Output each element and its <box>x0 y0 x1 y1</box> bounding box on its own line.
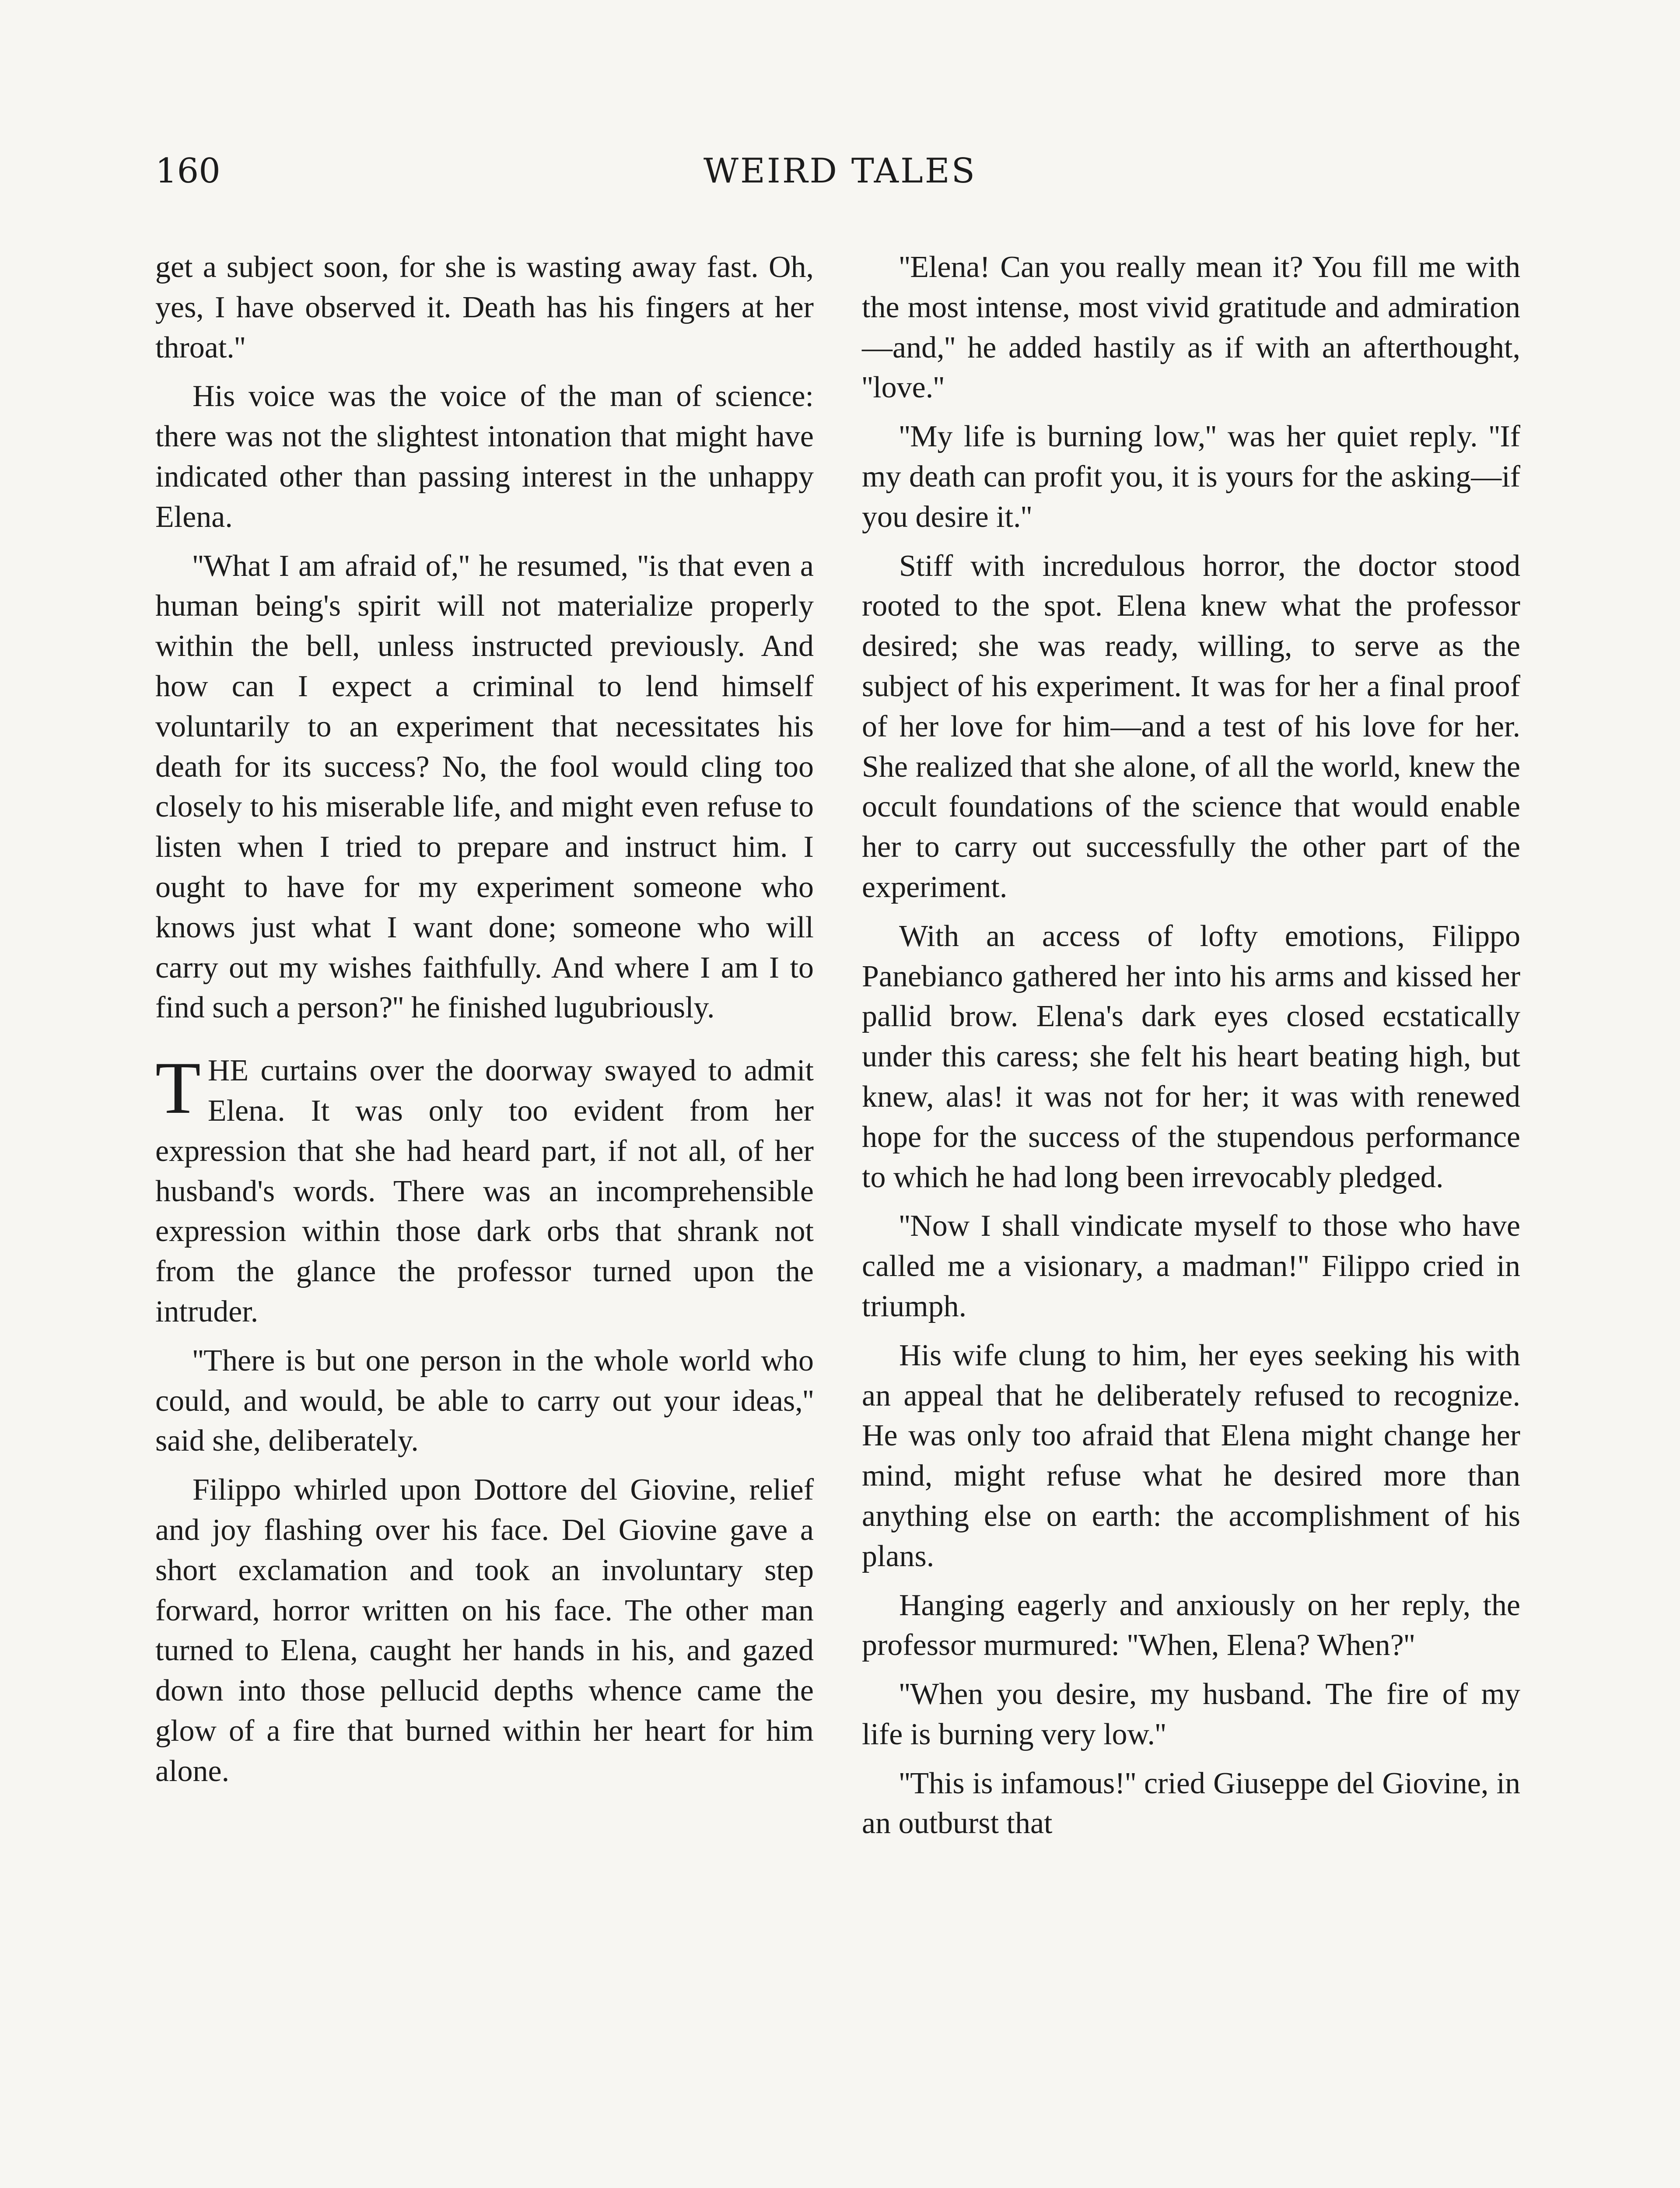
paragraph: ''When you desire, my husband. The fire of my life is burning very low.'' <box>862 1677 1520 1751</box>
paragraph: Stiff with incredulous horror, the doctor stood rooted to the spot. Elena knew what the professor desired; she was ready, willing, to serve as the subject of his experiment. It was for her a final proof of her love for him—and a test of his love for her. She realized that she alone, of all the world, knew the occult foundations of the science that would enable her to carry out successfully the other part of the experiment. <box>862 549 1520 904</box>
paragraph: ''Now I shall vindicate myself to those who have called me a visionary, a madman!'' Filippo cried in triumph. <box>862 1209 1520 1323</box>
section-opening-paragraph <box>155 1047 814 1332</box>
paragraph-text: HE curtains over the doorway swayed to admit Elena. It was only too evident from her expression that she had heard part, if not all, of her husband's words. There was an incomprehensible expression within those dark orbs that shrank not from the glance the professor turned upon the intruder. <box>155 1054 814 1329</box>
paragraph: ''Elena! Can you really mean it? You fill me with the most intense, most vivid gratitude and admiration—and,'' he added hastily as if with an afterthought, ''love.'' <box>862 250 1520 405</box>
paragraph: His wife clung to him, her eyes seeking his with an appeal that he deliberately refused to recognize. He was only too afraid that Elena might change her mind, might refuse what he desired more than anything else on earth: the accomplishment of his plans. <box>862 1338 1520 1573</box>
paragraph: His voice was the voice of the man of science: there was not the slightest intonation that might have indicated other than passing interest in the unhappy Elena. <box>155 379 814 534</box>
paragraph: Hanging eagerly and anxiously on her reply, the professor murmured: ''When, Elena? When?'' <box>862 1588 1520 1662</box>
drop-cap: T <box>155 1047 201 1129</box>
paragraph: ''What I am afraid of,'' he resumed, ''is that even a human being's spirit will not materialize properly within the bell, unless instructed previously. And how can I expect a criminal to lend himself voluntarily to an experiment that necessitates his death for its success? No, the fool would cling too closely to his miserable life, and might even refuse to listen when I tried to prepare and instruct him. I ought to have for my experiment someone who knows just what I want done; someone who will carry out my wishes faithfully. And where I am I to find such a person?'' he finished lugubriously. <box>155 549 814 1025</box>
paragraph: ''This is infamous!'' cried Giuseppe del Giovine, in an outburst that <box>862 1766 1520 1841</box>
paragraph: ''There is but one person in the whole world who could, and would, be able to carry out your ideas,'' said she, deliberately. <box>155 1343 814 1458</box>
left-column <box>155 247 814 1800</box>
right-column <box>862 247 1520 1852</box>
paragraph: get a subject soon, for she is wasting away fast. Oh, yes, I have observed it. Death has his fingers at her throat.'' <box>155 250 814 365</box>
paragraph: With an access of lofty emotions, Filippo Panebianco gathered her into his arms and kissed her pallid brow. Elena's dark eyes closed ecstatically under this caress; she felt his heart beating high, but knew, alas! it was not for her; it was with renewed hope for the success of the stupendous performance to which he had long been irrevocably pledged. <box>862 919 1520 1194</box>
page-number: 160 <box>155 151 220 191</box>
paragraph: Filippo whirled upon Dottore del Giovine, relief and joy flashing over his face. Del Giovine gave a short exclamation and took an involuntary step forward, horror written on his face. The other man turned to Elena, caught her hands in his, and gazed down into those pellucid depths whence came the glow of a fire that burned within her heart for him alone. <box>155 1473 814 1788</box>
paragraph: ''My life is burning low,'' was her quiet reply. ''If my death can profit you, it is yours for the asking—if you desire it.'' <box>862 420 1520 534</box>
running-head: WEIRD TALES <box>703 151 977 191</box>
